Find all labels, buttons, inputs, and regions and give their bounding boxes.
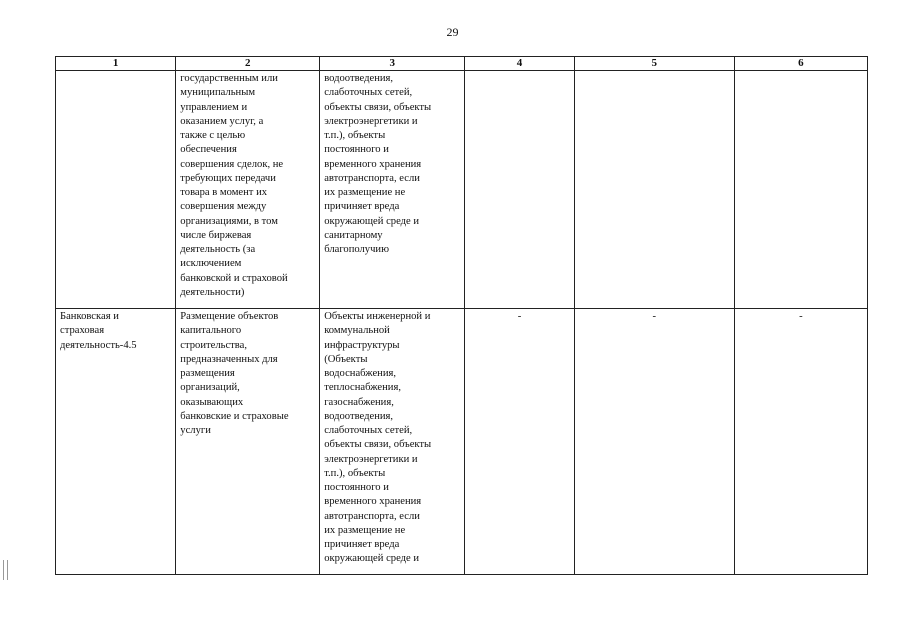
table-header-row bbox=[56, 57, 868, 71]
column-header-3: 3 bbox=[320, 57, 465, 71]
cell-col-5 bbox=[574, 71, 734, 309]
table-row bbox=[56, 71, 868, 309]
column-header-5: 5 bbox=[574, 57, 734, 71]
cell-objects bbox=[320, 309, 465, 575]
cell-text: государственным или муниципальным управлением и оказанием услуг, а также с целью обеспечения совершения сделок, не требующих передачи товара в момент их совершения между организациями, в том числе биржевая деятельность (за исключением банковской и страховой деятельности) bbox=[180, 73, 288, 298]
cell-text: - bbox=[799, 311, 803, 322]
cell-description bbox=[176, 309, 320, 575]
column-header-6: 6 bbox=[734, 57, 867, 71]
cell-use-type bbox=[56, 309, 176, 575]
cell-use-type bbox=[56, 71, 176, 309]
page-number: 29 bbox=[446, 25, 459, 39]
cell-col-5 bbox=[574, 309, 734, 575]
column-header-2: 2 bbox=[176, 57, 320, 71]
cell-text: - bbox=[652, 311, 657, 322]
cell-text: - bbox=[517, 311, 522, 322]
cell-col-6 bbox=[734, 71, 867, 309]
margin-mark bbox=[3, 560, 8, 580]
cell-text: Размещение объектов капитального строительства, предназначенных для размещения организаций, оказывающих банковские и страховые услуги bbox=[180, 311, 289, 436]
column-header-4: 4 bbox=[465, 57, 575, 71]
table-row bbox=[56, 309, 868, 575]
cell-text: водоотведения, слаботочных сетей, объекты связи, объекты электроэнергетики и т.п.), объекты постоянного и временного хранения автотранспорта, если их размещение не причиняет вреда окружающей среде и санитарному благополучию bbox=[324, 73, 432, 255]
cell-col-4 bbox=[465, 71, 575, 309]
cell-col-6 bbox=[734, 309, 867, 575]
cell-objects bbox=[320, 71, 465, 309]
zoning-table bbox=[55, 56, 868, 575]
column-header-1: 1 bbox=[56, 57, 176, 71]
cell-text: Банковская и страховая деятельность-4.5 bbox=[60, 311, 137, 351]
cell-col-4 bbox=[465, 309, 575, 575]
cell-text: Объекты инженерной и коммунальной инфраструктуры (Объекты водоснабжения, теплоснабжения, газоснабжения, водоотведения, слаботочных сетей, объекты связи, объекты электроэнергетики и т.п.), объекты постоянного и временного хранения автотранспорта, если их размещение не причиняет вреда окружающей среде и bbox=[324, 311, 432, 565]
cell-description bbox=[176, 71, 320, 309]
